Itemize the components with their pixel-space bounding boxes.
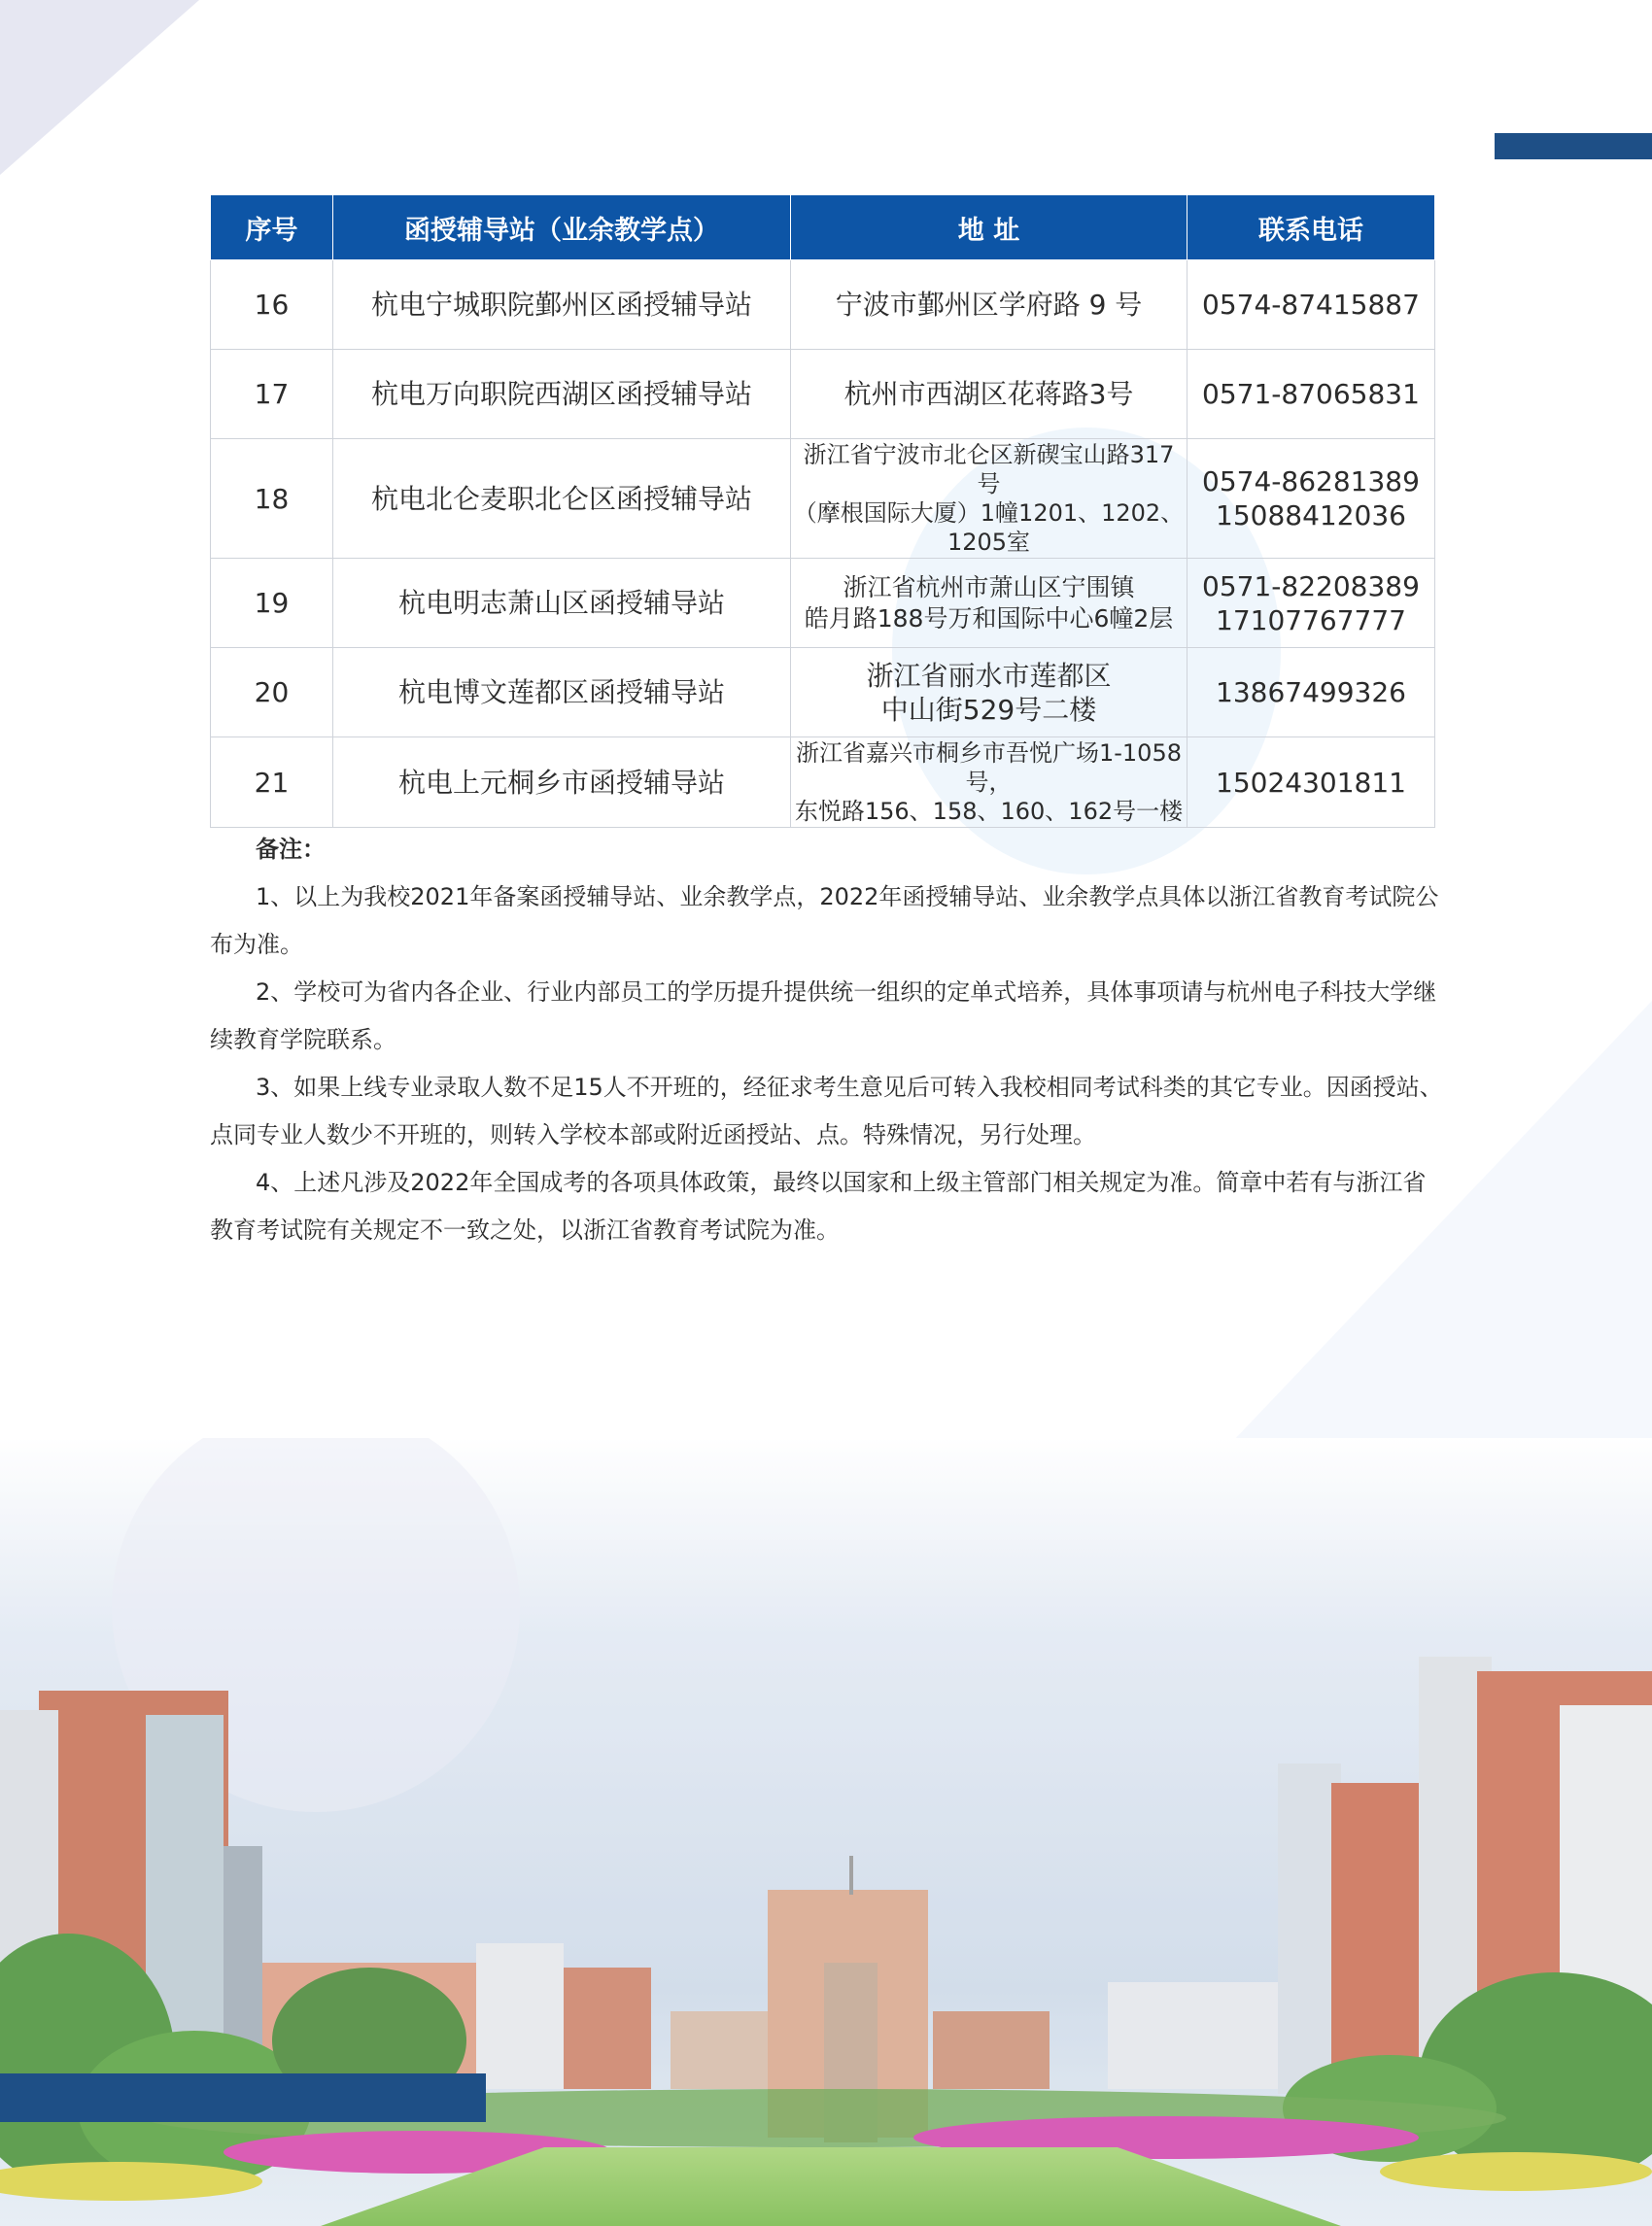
row-site: 杭电明志萧山区函授辅导站 xyxy=(333,559,791,648)
row-phone xyxy=(1187,439,1435,559)
address-line: 东悦路156、158、160、162号一楼 xyxy=(794,798,1184,825)
header-no: 序号 xyxy=(211,195,333,260)
address-line: 皓月路188号万和国际中心6幢2层 xyxy=(804,603,1174,633)
row-site: 杭电北仑麦职北仑区函授辅导站 xyxy=(333,439,791,559)
table-row xyxy=(211,439,1435,559)
note-item: 2、学校可为省内各企业、行业内部员工的学历提升提供统一组织的定单式培养，具体事项请与杭州电子科技大学继续教育学院联系。 xyxy=(210,978,1437,1053)
phone-line: 0571-87065831 xyxy=(1202,378,1420,410)
row-address xyxy=(791,350,1187,439)
phone-line: 15024301811 xyxy=(1216,766,1406,799)
row-site: 杭电宁城职院鄞州区函授辅导站 xyxy=(333,260,791,350)
table-row xyxy=(211,648,1435,737)
row-site: 杭电上元桐乡市函授辅导站 xyxy=(333,737,791,828)
sites-table xyxy=(210,194,1435,828)
row-phone xyxy=(1187,648,1435,737)
row-address xyxy=(791,648,1187,737)
row-no: 21 xyxy=(211,737,333,828)
notes-title: 备注： xyxy=(256,836,326,863)
header-phone: 联系电话 xyxy=(1187,195,1435,260)
row-address xyxy=(791,559,1187,648)
address-line: 浙江省宁波市北仑区新碶宝山路317号 xyxy=(803,441,1175,497)
header-address: 地 址 xyxy=(791,195,1187,260)
row-site: 杭电万向职院西湖区函授辅导站 xyxy=(333,350,791,439)
address-line: 浙江省嘉兴市桐乡市吾悦广场1-1058号， xyxy=(795,739,1182,796)
row-no: 19 xyxy=(211,559,333,648)
address-line: 杭州市西湖区花蒋路3号 xyxy=(843,378,1134,410)
row-no: 20 xyxy=(211,648,333,737)
phone-line: 13867499326 xyxy=(1216,676,1406,708)
phone-line: 0571-82208389 xyxy=(1202,569,1420,602)
address-line: （摩根国际大厦）1幢1201、1202、1205室 xyxy=(793,499,1185,556)
table-row xyxy=(211,350,1435,439)
address-line: 宁波市鄞州区学府路 9 号 xyxy=(835,289,1143,321)
row-no: 17 xyxy=(211,350,333,439)
header-site: 函授辅导站（业余教学点） xyxy=(333,195,791,260)
table-row xyxy=(211,559,1435,648)
note-item: 1、以上为我校2021年备案函授辅导站、业余教学点，2022年函授辅导站、业余教学点具体以浙江省教育考试院公布为准。 xyxy=(210,883,1439,958)
note-item: 3、如果上线专业录取人数不足15人不开班的，经征求考生意见后可转入我校相同考试科类的其它专业。因函授站、点同专业人数少不开班的，则转入学校本部或附近函授站、点。特殊情况，另行处理。 xyxy=(210,1074,1443,1148)
row-no: 18 xyxy=(211,439,333,559)
row-phone xyxy=(1187,260,1435,350)
address-line: 浙江省丽水市莲都区 xyxy=(866,659,1112,692)
notes-section xyxy=(210,826,1449,1254)
table-header-row xyxy=(211,195,1435,260)
row-phone xyxy=(1187,559,1435,648)
table-row xyxy=(211,260,1435,350)
phone-line: 17107767777 xyxy=(1216,603,1406,636)
row-address xyxy=(791,737,1187,828)
address-line: 浙江省杭州市萧山区宁围镇 xyxy=(843,573,1135,602)
phone-line: 0574-86281389 xyxy=(1202,465,1420,497)
table-row xyxy=(211,737,1435,828)
row-phone xyxy=(1187,350,1435,439)
row-address xyxy=(791,439,1187,559)
row-no: 16 xyxy=(211,260,333,350)
address-line: 中山街529号二楼 xyxy=(880,693,1097,726)
row-phone xyxy=(1187,737,1435,828)
phone-line: 0574-87415887 xyxy=(1202,289,1420,321)
phone-line: 15088412036 xyxy=(1216,499,1406,531)
row-address xyxy=(791,260,1187,350)
accent-bar-bottom xyxy=(0,2073,486,2122)
note-item: 4、上述凡涉及2022年全国成考的各项具体政策，最终以国家和上级主管部门相关规定为准。简章中若有与浙江省教育考试院有关规定不一致之处，以浙江省教育考试院为准。 xyxy=(210,1169,1427,1244)
row-site: 杭电博文莲都区函授辅导站 xyxy=(333,648,791,737)
